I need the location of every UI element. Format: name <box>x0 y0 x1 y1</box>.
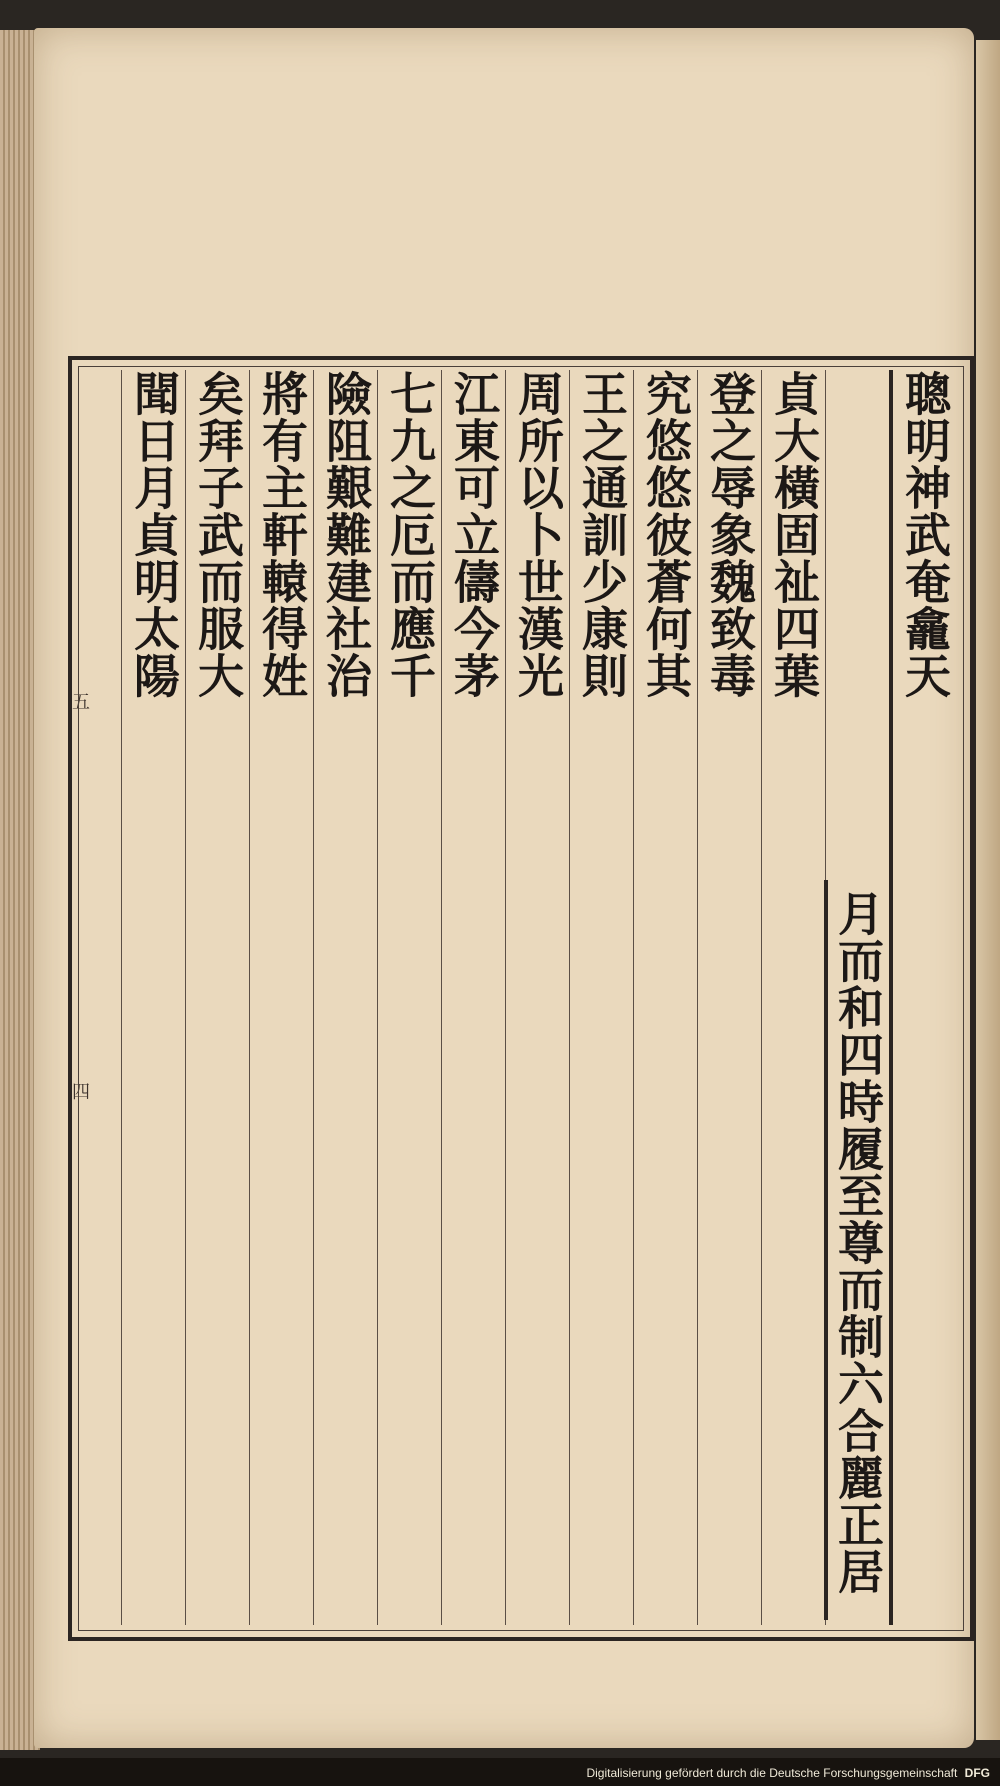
next-page-edge <box>976 40 1000 1740</box>
text-column <box>761 370 825 1625</box>
text-column <box>825 370 889 1625</box>
margin-page-mark-upper: 五 <box>72 692 90 713</box>
column-text: 矣拜子武而服大 <box>191 370 245 699</box>
text-column <box>121 370 185 1625</box>
footer-band <box>0 1758 1000 1786</box>
column-text: 聞日月貞明太陽 <box>127 370 181 699</box>
text-column <box>633 370 697 1625</box>
column-text: 周所以卜世漢光 <box>511 370 565 699</box>
column-text: 將有主軒轅得姓 <box>255 370 309 699</box>
text-column <box>505 370 569 1625</box>
text-column <box>313 370 377 1625</box>
column-text: 江東可立儔今茅 <box>447 370 501 699</box>
text-column <box>569 370 633 1625</box>
column-text: 七九之厄而應千 <box>383 370 437 699</box>
column-text: 險阻艱難建社治 <box>319 370 373 699</box>
digitization-credit <box>586 1766 990 1780</box>
dfg-logo: DFG <box>964 1766 990 1780</box>
column-text-upper: 聰明神武奄龕天 <box>898 370 952 699</box>
text-column <box>889 370 956 1625</box>
text-column <box>697 370 761 1625</box>
text-column <box>249 370 313 1625</box>
text-column <box>441 370 505 1625</box>
column-text: 登之辱象魏致毒 <box>703 370 757 699</box>
text-column <box>185 370 249 1625</box>
column-text: 王之通訓少康則 <box>575 370 629 699</box>
margin-page-mark-lower: 四 <box>72 1082 90 1103</box>
text-column <box>377 370 441 1625</box>
column-text-lower: 月而和四時履至尊而制六合麗正居 <box>831 890 885 1595</box>
book-page <box>34 28 974 1748</box>
text-frame <box>68 356 974 1641</box>
column-text: 究悠悠彼蒼何其 <box>639 370 693 699</box>
text-columns <box>121 370 956 1625</box>
credit-text: Digitalisierung gefördert durch die Deutsche Forschungsgemeinschaft <box>586 1766 958 1780</box>
column-text: 貞大橫固祉四葉 <box>767 370 821 699</box>
